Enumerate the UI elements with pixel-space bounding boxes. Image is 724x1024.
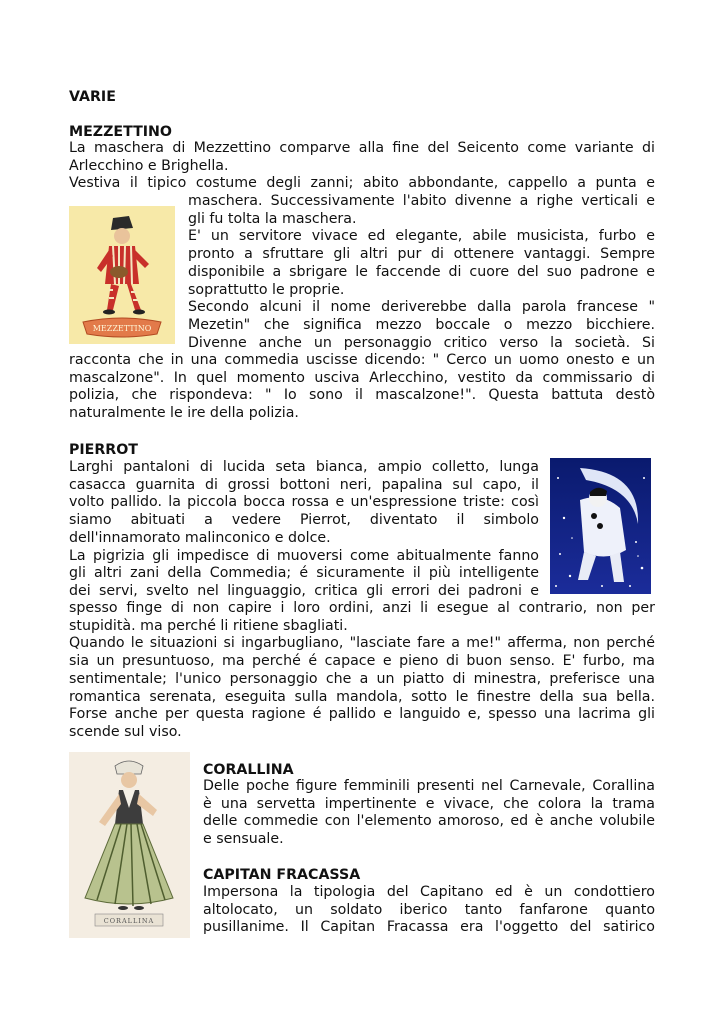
- text-line: Arlecchino e Brighella.: [69, 157, 229, 174]
- text-line: Quando le situazioni si ingarbugliano, "lasciate fare a me!" afferma, non perché: [69, 635, 655, 652]
- mezzettino-caption: MEZZETTINO: [92, 324, 152, 333]
- section-heading-corallina: CORALLINA: [203, 762, 294, 778]
- text-line: disponibile a sbrigare le faccende di cuore del suo padrone e: [188, 263, 655, 280]
- pierrot-paragraph-wrapped: [69, 459, 539, 601]
- text-line: stupidità. ma perché li ritiene sbagliati.: [69, 617, 348, 634]
- capitan-fracassa-paragraph: [203, 884, 655, 937]
- corallina-paragraph: [203, 778, 655, 849]
- text-line: spesso finge di non capire i loro ordini, anzi li esegue al contrario, non per: [69, 600, 655, 616]
- corallina-figure-drawing: [69, 752, 190, 938]
- text-line: gli fu tolta la maschera.: [188, 210, 357, 227]
- mezzettino-figure-drawing: [69, 206, 175, 344]
- text-line: romantica serenata, eseguita sulla mandola, sotto le finestre della sua bella.: [69, 688, 655, 705]
- text-line: La pigrizia gli impedisce di muoversi come abitualmente fanno: [69, 547, 539, 564]
- text-line: Delle poche figure femminili presenti nel Carnevale, Corallina: [203, 778, 655, 794]
- text-line: Vestiva il tipico costume degli zanni; abito abbondante, cappello a punta e: [69, 175, 655, 192]
- pierrot-illustration: [550, 458, 651, 594]
- text-line: Impersona la tipologia del Capitano ed è un condottiero: [203, 884, 655, 900]
- mezzettino-paragraph-wrapped: [188, 193, 655, 352]
- text-line: Larghi pantaloni di lucida seta bianca, ampio colletto, lunga: [69, 459, 539, 475]
- corallina-caption: CORALLINA: [103, 917, 155, 925]
- mezzettino-illustration: [69, 206, 175, 344]
- text-line: è una servetta impertinente e vivace, che colora la trama: [203, 795, 655, 812]
- text-line: naturalmente le ire della polizia.: [69, 405, 299, 422]
- text-line: casacca guarnita di grossi bottoni neri, papalina sul capo, il: [69, 476, 539, 493]
- text-line: E' un servitore vivace ed elegante, abile musicista, furbo e: [188, 228, 655, 245]
- text-line: Mezetin" che significa mezzo boccale o mezzo bicchiere.: [188, 316, 655, 333]
- pierrot-moon-drawing: [550, 458, 651, 594]
- section-heading-pierrot: PIERROT: [69, 442, 138, 458]
- text-line: e sensuale.: [203, 831, 284, 848]
- text-line: dei servi, svelto nel linguaggio, critica gli errori dei padroni e: [69, 582, 539, 599]
- text-line: racconta che in una commedia uscisse dicendo: " Cerco un uomo onesto e un: [69, 352, 655, 368]
- text-line: sia un presuntuoso, ma perché é capace e pieno di buon senso. E' furbo, ma: [69, 653, 655, 670]
- text-line: siamo abituati a vedere Pierrot, diventato il simbolo: [69, 512, 539, 529]
- section-heading-mezzettino: MEZZETTINO: [69, 124, 172, 140]
- text-line: volto pallido. la piccola bocca rossa e un'espressione triste: così: [69, 494, 539, 511]
- text-line: scende sul viso.: [69, 723, 182, 740]
- text-line: maschera. Successivamente l'abito divenne a righe verticali e: [188, 193, 655, 209]
- text-line: altolocato, un soldato iberico tanto fanfarone quanto: [203, 901, 655, 918]
- text-line: delle commedie con l'elemento amoroso, ed è anche volubile: [203, 813, 655, 830]
- text-line: La maschera di Mezzettino comparve alla fine del Seicento come variante di: [69, 140, 655, 156]
- section-heading-capitan-fracassa: CAPITAN FRACASSA: [203, 867, 361, 883]
- pierrot-paragraph-full: [69, 600, 655, 742]
- text-line: pronto a sfruttare gli altri pur di ottenere vantaggi. Sempre: [188, 246, 655, 263]
- section-heading-varie: VARIE: [69, 89, 116, 105]
- text-line: sentimentale; l'unico personaggio che a un piatto di minestra, preferisce una: [69, 670, 655, 687]
- text-line: soprattutto le proprie.: [188, 281, 345, 298]
- corallina-illustration: [69, 752, 190, 938]
- text-line: Divenne anche un personaggio critico verso la società. Si: [188, 334, 655, 351]
- text-line: Secondo alcuni il nome deriverebbe dalla parola francese ": [188, 299, 655, 316]
- mezzettino-paragraph-top: [69, 140, 655, 193]
- text-line: gli altri zani della Commedia; é sicuramente il più intelligente: [69, 565, 539, 582]
- text-line: mascalzone". In quel momento usciva Arlecchino, vestito da commissario di: [69, 369, 655, 386]
- text-line: polizia, che rispondeva: " Io sono il mascalzone!". Questa battuta destò: [69, 387, 655, 404]
- text-line: Forse anche per questa ragione é pallido e languido e, spesso una lacrima gli: [69, 706, 655, 723]
- mezzettino-paragraph-bottom: [69, 352, 655, 423]
- text-line: dell'innamorato malinconico e dolce.: [69, 529, 331, 546]
- text-line: pusillanime. Il Capitan Fracassa era l'oggetto del satirico: [203, 919, 655, 936]
